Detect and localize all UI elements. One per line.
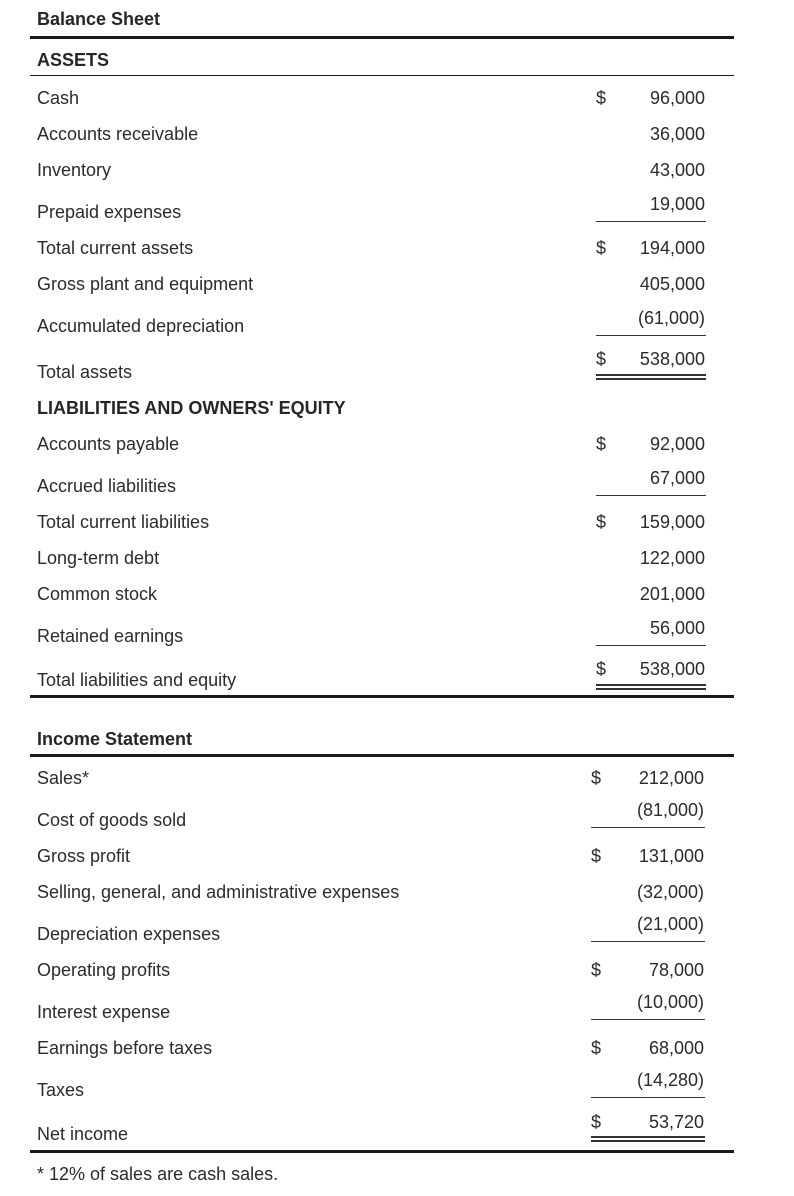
label-gross-plant: Gross plant and equipment: [37, 274, 254, 294]
label-common-stock: Common stock: [37, 584, 158, 604]
label-total-current-liabilities: Total current liabilities: [37, 512, 210, 532]
label-depreciation: Depreciation expenses: [37, 924, 221, 944]
liabilities-header: LIABILITIES AND OWNERS' EQUITY: [37, 398, 346, 418]
value-accrued-liabilities: 67,000: [649, 468, 705, 488]
currency-symbol: $: [591, 960, 602, 980]
value-total-current-liabilities: 159,000: [639, 512, 705, 532]
label-net-income: Net income: [37, 1124, 129, 1144]
value-depreciation: (21,000): [636, 914, 704, 934]
label-earnings-before-taxes: Earnings before taxes: [37, 1038, 213, 1058]
label-retained-earnings: Retained earnings: [37, 626, 184, 646]
label-total-assets: Total assets: [37, 362, 133, 382]
label-accounts-payable: Accounts payable: [37, 434, 180, 454]
section-divider: [30, 1150, 734, 1153]
total-double-underline: [596, 374, 706, 380]
label-sales: Sales*: [37, 768, 90, 788]
label-taxes: Taxes: [37, 1080, 85, 1100]
currency-symbol: $: [596, 512, 607, 532]
subtotal-underline: [591, 1019, 705, 1020]
value-long-term-debt: 122,000: [639, 548, 705, 568]
currency-symbol: $: [591, 1112, 602, 1132]
label-accrued-liabilities: Accrued liabilities: [37, 476, 177, 496]
value-earnings-before-taxes: 68,000: [648, 1038, 704, 1058]
total-double-underline: [596, 684, 706, 690]
section-divider: [30, 36, 734, 39]
currency-symbol: $: [591, 768, 602, 788]
value-cash: 96,000: [649, 88, 705, 108]
total-double-underline: [591, 1136, 705, 1142]
value-gross-plant: 405,000: [639, 274, 705, 294]
value-retained-earnings: 56,000: [649, 618, 705, 638]
currency-symbol: $: [596, 88, 607, 108]
balance-sheet-title: Balance Sheet: [37, 9, 161, 29]
label-cogs: Cost of goods sold: [37, 810, 187, 830]
value-accumulated-depreciation: (61,000): [637, 308, 705, 328]
label-accumulated-depreciation: Accumulated depreciation: [37, 316, 245, 336]
value-total-assets: 538,000: [639, 349, 705, 369]
value-taxes: (14,280): [636, 1070, 704, 1090]
section-divider: [30, 754, 734, 757]
subtotal-underline: [591, 1097, 705, 1098]
value-sales: 212,000: [638, 768, 704, 788]
label-operating-profits: Operating profits: [37, 960, 171, 980]
value-cogs: (81,000): [636, 800, 704, 820]
value-inventory: 43,000: [649, 160, 705, 180]
label-cash: Cash: [37, 88, 80, 108]
value-total-liabilities-equity: 538,000: [639, 659, 705, 679]
label-accounts-receivable: Accounts receivable: [37, 124, 199, 144]
value-accounts-receivable: 36,000: [649, 124, 705, 144]
section-divider: [30, 695, 734, 698]
subtotal-underline: [596, 221, 706, 222]
label-gross-profit: Gross profit: [37, 846, 131, 866]
header-divider: [30, 75, 734, 76]
label-inventory: Inventory: [37, 160, 112, 180]
label-prepaid-expenses: Prepaid expenses: [37, 202, 182, 222]
currency-symbol: $: [596, 349, 607, 369]
currency-symbol: $: [596, 659, 607, 679]
subtotal-underline: [591, 827, 705, 828]
value-net-income: 53,720: [648, 1112, 704, 1132]
label-long-term-debt: Long-term debt: [37, 548, 160, 568]
value-gross-profit: 131,000: [638, 846, 704, 866]
value-common-stock: 201,000: [639, 584, 705, 604]
label-interest-expense: Interest expense: [37, 1002, 171, 1022]
value-accounts-payable: 92,000: [649, 434, 705, 454]
subtotal-underline: [596, 335, 706, 336]
income-statement-title: Income Statement: [37, 729, 193, 749]
value-sga: (32,000): [636, 882, 704, 902]
label-sga: Selling, general, and administrative expenses: [37, 882, 400, 902]
value-operating-profits: 78,000: [648, 960, 704, 980]
value-interest-expense: (10,000): [636, 992, 704, 1012]
currency-symbol: $: [596, 238, 607, 258]
label-total-current-assets: Total current assets: [37, 238, 194, 258]
subtotal-underline: [596, 495, 706, 496]
currency-symbol: $: [596, 434, 607, 454]
subtotal-underline: [596, 645, 706, 646]
subtotal-underline: [591, 941, 705, 942]
currency-symbol: $: [591, 1038, 602, 1058]
value-total-current-assets: 194,000: [639, 238, 705, 258]
label-total-liabilities-equity: Total liabilities and equity: [37, 670, 237, 690]
currency-symbol: $: [591, 846, 602, 866]
assets-header: ASSETS: [37, 50, 110, 70]
value-prepaid-expenses: 19,000: [649, 194, 705, 214]
footnote: * 12% of sales are cash sales.: [37, 1164, 279, 1184]
